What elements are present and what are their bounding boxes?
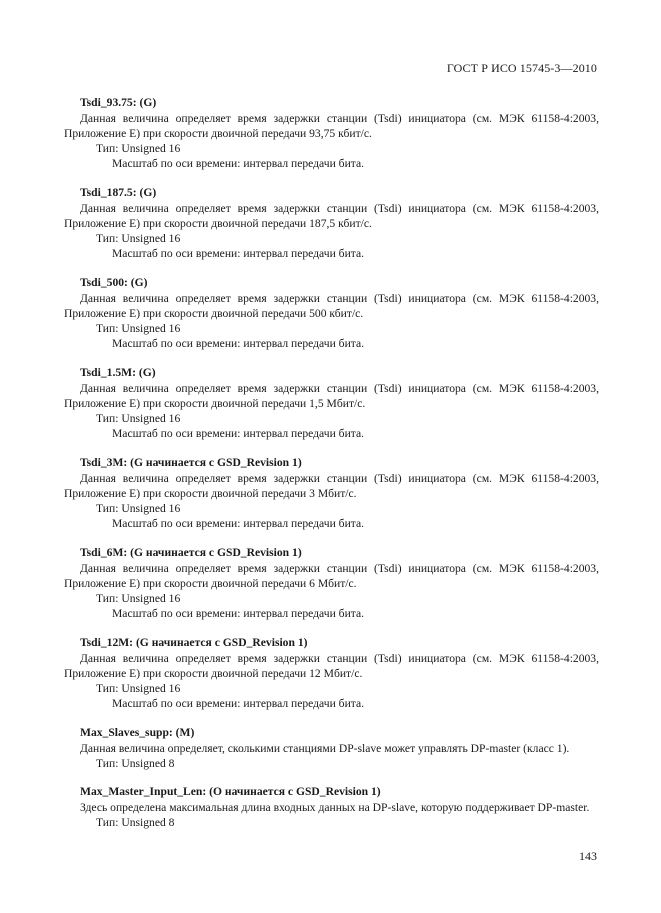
- entry-type: Тип: Unsigned 16: [96, 322, 181, 335]
- entry-tsdi-93-75: [64, 96, 599, 172]
- entry-type: Тип: Unsigned 16: [96, 592, 181, 605]
- entry-description: Здесь определена максимальная длина входных данных на DP-slave, которую поддерживает DP-master.: [80, 801, 590, 814]
- entry-description: Данная величина определяет время задержки станции (Tsdi) инициатора (см. МЭК 61158-4:2003, Приложение E) при скорости двоичной передачи 1,5 Мбит/с.: [64, 382, 599, 410]
- entry-scale: Масштаб по оси времени: интервал передачи бита.: [112, 697, 365, 710]
- entry-type: Тип: Unsigned 8: [96, 816, 175, 829]
- entry-scale: Масштаб по оси времени: интервал передачи бита.: [112, 427, 365, 440]
- entry-title: Max_Master_Input_Len: (O начинается с GSD_Revision 1): [80, 785, 381, 798]
- entry-tsdi-3m: [64, 456, 599, 532]
- entry-type: Тип: Unsigned 16: [96, 142, 181, 155]
- entry-title: Tsdi_187.5: (G): [80, 186, 157, 199]
- entry-title: Tsdi_500: (G): [80, 276, 148, 289]
- entry-title: Tsdi_93.75: (G): [80, 96, 157, 109]
- document-body: [64, 96, 599, 844]
- entry-scale: Масштаб по оси времени: интервал передачи бита.: [112, 157, 365, 170]
- entry-type: Тип: Unsigned 16: [96, 502, 181, 515]
- entry-type: Тип: Unsigned 16: [96, 412, 181, 425]
- entry-scale: Масштаб по оси времени: интервал передачи бита.: [112, 517, 365, 530]
- entry-max-master-input-len: [64, 785, 599, 830]
- entry-tsdi-12m: [64, 636, 599, 712]
- entry-description: Данная величина определяет время задержки станции (Tsdi) инициатора (см. МЭК 61158-4:2003, Приложение E) при скорости двоичной передачи 6 Мбит/с.: [64, 562, 599, 590]
- entry-title: Tsdi_1.5M: (G): [80, 366, 156, 379]
- entry-tsdi-6m: [64, 546, 599, 622]
- entry-description: Данная величина определяет время задержки станции (Tsdi) инициатора (см. МЭК 61158-4:2003, Приложение E) при скорости двоичной передачи 12 Мбит/с.: [64, 652, 599, 680]
- entry-title: Tsdi_6M: (G начинается с GSD_Revision 1): [80, 546, 302, 559]
- document-header: ГОСТ Р ИСО 15745-3—2010: [446, 61, 597, 75]
- entry-title: Tsdi_12M: (G начинается с GSD_Revision 1): [80, 636, 308, 649]
- entry-type: Тип: Unsigned 8: [96, 757, 175, 770]
- entry-max-slaves-supp: [64, 726, 599, 771]
- entry-scale: Масштаб по оси времени: интервал передачи бита.: [112, 247, 365, 260]
- entry-title: Tsdi_3M: (G начинается с GSD_Revision 1): [80, 456, 302, 469]
- entry-tsdi-500: [64, 276, 599, 352]
- entry-title: Max_Slaves_supp: (M): [80, 726, 195, 739]
- entry-tsdi-187-5: [64, 186, 599, 262]
- entry-type: Тип: Unsigned 16: [96, 232, 181, 245]
- entry-description: Данная величина определяет, сколькими станциями DP-slave может управлять DP-master (класс 1).: [80, 742, 570, 755]
- entry-scale: Масштаб по оси времени: интервал передачи бита.: [112, 607, 365, 620]
- entry-description: Данная величина определяет время задержки станции (Tsdi) инициатора (см. МЭК 61158-4:2003, Приложение E) при скорости двоичной передачи 500 кбит/с.: [64, 292, 599, 320]
- entry-tsdi-1-5m: [64, 366, 599, 442]
- entry-description: Данная величина определяет время задержки станции (Tsdi) инициатора (см. МЭК 61158-4:2003, Приложение E) при скорости двоичной передачи 3 Мбит/с.: [64, 472, 599, 500]
- entry-description: Данная величина определяет время задержки станции (Tsdi) инициатора (см. МЭК 61158-4:2003, Приложение E) при скорости двоичной передачи 187,5 кбит/с.: [64, 202, 599, 230]
- page-number: 143: [579, 849, 597, 863]
- entry-description: Данная величина определяет время задержки станции (Tsdi) инициатора (см. МЭК 61158-4:2003, Приложение E) при скорости двоичной передачи 93,75 кбит/с.: [64, 112, 599, 140]
- entry-type: Тип: Unsigned 16: [96, 682, 181, 695]
- entry-scale: Масштаб по оси времени: интервал передачи бита.: [112, 337, 365, 350]
